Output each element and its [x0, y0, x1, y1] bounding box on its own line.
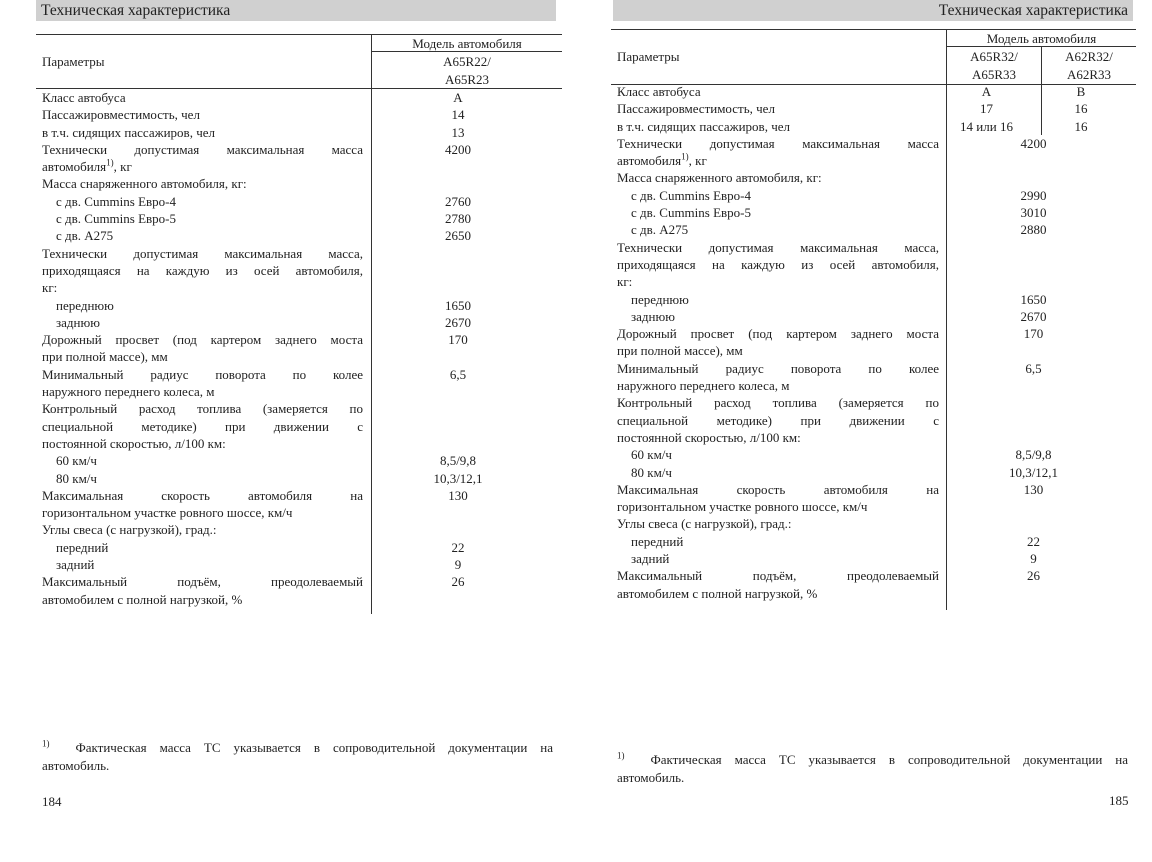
value-cell: 26	[451, 574, 465, 590]
table-row	[42, 331, 562, 366]
param-cell	[617, 187, 939, 204]
table-row	[42, 452, 562, 469]
value-cell: 2650	[445, 228, 471, 244]
model-code-col2-a: A62R32/	[1065, 49, 1113, 64]
value-cell	[939, 239, 1128, 291]
param-text: с дв. Cummins Евро-5	[631, 205, 751, 221]
param-cell	[42, 470, 363, 487]
param-text: горизонтальном участке ровного шоссе, км/ч	[617, 499, 868, 515]
param-text: Дорожный просвет (под картером заднего моста	[42, 332, 363, 348]
table-row	[617, 550, 1136, 567]
param-text: кг:	[42, 280, 58, 296]
value-cell	[363, 245, 553, 297]
table-row	[617, 394, 1136, 446]
param-text: приходящаяся на каждую из осей автомобиля,	[617, 256, 939, 272]
table-row	[42, 487, 562, 522]
param-cell	[617, 221, 939, 238]
param-text: с дв. Cummins Евро-4	[56, 193, 176, 209]
table-row	[617, 83, 1136, 100]
table-row	[617, 204, 1136, 221]
param-cell	[42, 175, 363, 192]
param-cell	[617, 567, 939, 602]
table-row	[617, 360, 1136, 395]
param-text: Контрольный расход топлива (замеряется по	[617, 395, 939, 411]
footnote-text-line1: Фактическая масса ТС указывается в сопроводительной документации на	[75, 740, 553, 755]
param-cell	[42, 210, 363, 227]
table-row	[617, 135, 1136, 170]
param-text: автомобиля$^{1)}$, кг	[42, 157, 132, 175]
value-cell: 6,5	[449, 366, 467, 382]
model-code-col1-a: A65R32/	[970, 49, 1018, 64]
param-text: с дв. А275	[631, 222, 689, 238]
table-row	[617, 308, 1136, 325]
table-row	[42, 297, 562, 314]
param-text: Максимальный подъём, преодолеваемый	[617, 568, 939, 584]
param-cell	[617, 308, 939, 325]
value-cell	[363, 175, 553, 192]
param-cell	[42, 521, 363, 538]
param-cell	[617, 118, 939, 135]
param-text: наружного переднего колеса, м	[617, 378, 790, 394]
model-header: Модель автомобиля	[412, 36, 522, 51]
param-cell	[617, 83, 939, 100]
param-text: Минимальный радиус поворота по колее	[42, 366, 363, 382]
param-text: Максимальный подъём, преодолеваемый	[42, 574, 363, 590]
param-cell	[617, 550, 939, 567]
value-cell: 130	[1023, 481, 1044, 497]
param-cell	[42, 193, 363, 210]
value-cell: 170	[448, 332, 468, 348]
value-cell: 10,3/12,1	[433, 470, 483, 486]
param-cell	[617, 325, 939, 360]
value-cell	[363, 521, 553, 538]
value-cell: 9	[1030, 551, 1037, 567]
value-cell: 2780	[445, 211, 471, 227]
table-row	[617, 446, 1136, 463]
spec-table-body	[42, 89, 562, 608]
footnote-mark: 1)	[617, 750, 625, 761]
value-cell	[939, 394, 1128, 446]
param-cell	[42, 227, 363, 244]
param-text: Контрольный расход топлива (замеряется по	[42, 401, 363, 417]
param-text: Масса снаряженного автомобиля, кг:	[617, 170, 822, 186]
value-cell: 8,5/9,8	[1015, 447, 1052, 463]
param-cell	[617, 360, 939, 395]
param-cell	[617, 446, 939, 463]
value-cell	[939, 169, 1128, 186]
value-cell-col2: 16	[1074, 101, 1088, 117]
params-header: Параметры	[42, 54, 105, 69]
param-text: Класс автобуса	[617, 84, 701, 99]
param-text: переднюю	[56, 297, 114, 313]
param-text: автомобилем с полной нагрузкой, %	[617, 585, 818, 601]
value-cell: 10,3/12,1	[1008, 464, 1059, 480]
param-cell	[617, 481, 939, 516]
value-cell: 1650	[445, 297, 471, 313]
param-text: Технически допустимая максимальная масса,	[617, 239, 939, 255]
table-row	[42, 227, 562, 244]
model-header: Модель автомобиля	[986, 31, 1097, 46]
param-text: в т.ч. сидящих пассажиров, чел	[42, 124, 215, 140]
table-row	[617, 325, 1136, 360]
param-text: приходящаяся на каждую из осей автомобиля,	[42, 262, 363, 278]
param-cell	[42, 452, 363, 469]
footnote-text-line1: Фактическая масса ТС указывается в сопроводительной документации на	[650, 752, 1128, 767]
value-cell: 26	[1027, 568, 1040, 584]
table-row	[617, 169, 1136, 186]
param-text: Пассажировместимость, чел	[42, 107, 200, 123]
value-cell-col1: 17	[980, 101, 993, 117]
table-row	[617, 100, 1136, 117]
table-row	[42, 89, 562, 106]
param-text: горизонтальном участке ровного шоссе, км/ч	[42, 505, 293, 521]
param-text: 80 км/ч	[56, 470, 97, 486]
table-row	[42, 314, 562, 331]
param-cell	[617, 169, 939, 186]
param-cell	[42, 366, 363, 401]
model-code-2: A65R23	[444, 72, 490, 87]
value-cell	[939, 515, 1128, 532]
value-cell: A	[453, 90, 463, 105]
param-text: передний	[631, 533, 684, 549]
param-text: 60 км/ч	[631, 447, 672, 463]
param-text: постоянной скоростью, л/100 км:	[617, 429, 801, 445]
footnote-ref: 1)	[681, 151, 689, 162]
param-cell	[617, 135, 939, 170]
table-row	[617, 464, 1136, 481]
param-text: Углы свеса (с нагрузкой), град.:	[617, 516, 792, 532]
param-cell	[617, 515, 939, 532]
param-cell	[617, 291, 939, 308]
value-cell: 6,5	[1025, 360, 1042, 376]
footnote-mark: 1)	[42, 738, 50, 749]
value-cell: 13	[451, 124, 465, 140]
param-cell	[42, 539, 363, 556]
param-text: переднюю	[631, 291, 689, 307]
value-cell: 2880	[1020, 222, 1047, 238]
param-text: с дв. Cummins Евро-4	[631, 187, 751, 203]
footnote-text-line2: автомобиль.	[42, 757, 110, 773]
table-row	[617, 221, 1136, 238]
value-cell-col1: 14 или 16	[960, 118, 1013, 134]
param-cell	[42, 573, 363, 608]
section-title: Техническая характеристика	[36, 0, 556, 21]
param-text: специальной методике) при движении с	[42, 418, 363, 434]
table-row	[617, 567, 1136, 602]
table-row	[42, 175, 562, 192]
param-text: при полной массе), мм	[42, 349, 168, 365]
param-text: автомобиля$^{1)}$, кг	[617, 151, 707, 169]
value-cell-col2: B	[1076, 84, 1086, 99]
value-cell: 2670	[445, 314, 471, 330]
param-cell	[617, 394, 939, 446]
page-number: 185	[1109, 793, 1129, 808]
value-cell: 4200	[1020, 135, 1047, 151]
param-text: 80 км/ч	[631, 464, 672, 480]
table-row	[617, 239, 1136, 291]
param-text: с дв. Cummins Евро-5	[56, 211, 176, 227]
param-text: Дорожный просвет (под картером заднего моста	[617, 326, 939, 342]
param-text: специальной методике) при движении с	[617, 412, 939, 428]
param-text: Углы свеса (с нагрузкой), град.:	[42, 522, 217, 538]
value-cell	[363, 400, 553, 452]
value-cell: 4200	[445, 141, 471, 157]
value-cell-col1: A	[981, 84, 992, 99]
table-row	[617, 481, 1136, 516]
param-text: при полной массе), мм	[617, 343, 743, 359]
param-cell	[42, 106, 363, 123]
param-cell	[42, 331, 363, 366]
table-row	[617, 291, 1136, 308]
param-text: Минимальный радиус поворота по колее	[617, 360, 939, 376]
param-cell	[617, 533, 939, 550]
section-title: Техническая характеристика	[613, 0, 1133, 21]
page-185	[576, 0, 1152, 862]
table-row	[42, 556, 562, 573]
param-cell	[42, 487, 363, 522]
footnote	[617, 751, 1128, 786]
table-row	[42, 210, 562, 227]
table-row	[42, 141, 562, 176]
value-cell: 22	[1027, 533, 1040, 549]
spec-table-body	[617, 83, 1136, 602]
value-cell: 2670	[1020, 308, 1047, 324]
table-row	[617, 118, 1136, 135]
table-row	[42, 106, 562, 123]
param-text: наружного переднего колеса, м	[42, 384, 215, 400]
value-cell: 2990	[1020, 187, 1047, 203]
table-row	[617, 533, 1136, 550]
value-cell: 14	[451, 107, 465, 123]
param-text: Пассажировместимость, чел	[617, 101, 775, 117]
table-row	[42, 124, 562, 141]
value-cell: 22	[451, 539, 465, 555]
value-cell: 1650	[1020, 291, 1047, 307]
table-row	[617, 515, 1136, 532]
value-cell: 170	[1023, 326, 1044, 342]
table-row	[42, 521, 562, 538]
table-row	[42, 366, 562, 401]
value-cell: 8,5/9,8	[439, 453, 477, 469]
param-cell	[42, 141, 363, 176]
model-code-col2-b: A62R33	[1066, 67, 1112, 82]
param-cell	[42, 314, 363, 331]
param-text: Технически допустимая максимальная масса	[42, 141, 363, 157]
param-cell	[42, 297, 363, 314]
param-text: Технически допустимая максимальная масса,	[42, 245, 363, 261]
table-row	[42, 470, 562, 487]
param-cell	[42, 556, 363, 573]
param-text: Максимальная скорость автомобиля на	[42, 487, 363, 503]
param-text: постоянной скоростью, л/100 км:	[42, 435, 226, 451]
model-code-col1-b: A65R33	[971, 67, 1017, 82]
param-text: Максимальная скорость автомобиля на	[617, 481, 939, 497]
param-cell	[617, 100, 939, 117]
value-cell-col2: 16	[1074, 118, 1088, 134]
table-row	[42, 245, 562, 297]
value-cell: 9	[454, 557, 462, 573]
footnote-ref: 1)	[106, 157, 114, 168]
param-text: с дв. А275	[56, 228, 114, 244]
param-cell	[617, 204, 939, 221]
page-number: 184	[42, 794, 62, 809]
table-row	[617, 187, 1136, 204]
param-cell	[42, 89, 363, 106]
table-row	[42, 193, 562, 210]
value-cell: 130	[448, 487, 468, 503]
table-row	[42, 573, 562, 608]
param-text: Технически допустимая максимальная масса	[617, 135, 939, 151]
param-text: 60 км/ч	[56, 453, 97, 469]
param-text: Масса снаряженного автомобиля, кг:	[42, 176, 247, 192]
param-text: автомобилем с полной нагрузкой, %	[42, 591, 243, 607]
param-text: задний	[631, 551, 670, 567]
footnote	[42, 739, 553, 774]
params-header: Параметры	[617, 49, 680, 64]
value-cell: 3010	[1020, 205, 1047, 221]
param-text: заднюю	[631, 308, 675, 324]
param-text: заднюю	[56, 314, 100, 330]
param-cell	[42, 124, 363, 141]
param-cell	[617, 239, 939, 291]
table-row	[42, 400, 562, 452]
param-text: Класс автобуса	[42, 90, 126, 105]
table-row	[42, 539, 562, 556]
model-code-1: A65R22/	[443, 54, 491, 69]
param-cell	[42, 245, 363, 297]
footnote-text-line2: автомобиль.	[617, 769, 685, 785]
value-cell: 2760	[445, 193, 471, 209]
param-text: передний	[56, 539, 109, 555]
param-cell	[42, 400, 363, 452]
param-cell	[617, 464, 939, 481]
param-text: в т.ч. сидящих пассажиров, чел	[617, 118, 790, 134]
param-text: задний	[56, 557, 95, 573]
param-text: кг:	[617, 274, 633, 290]
